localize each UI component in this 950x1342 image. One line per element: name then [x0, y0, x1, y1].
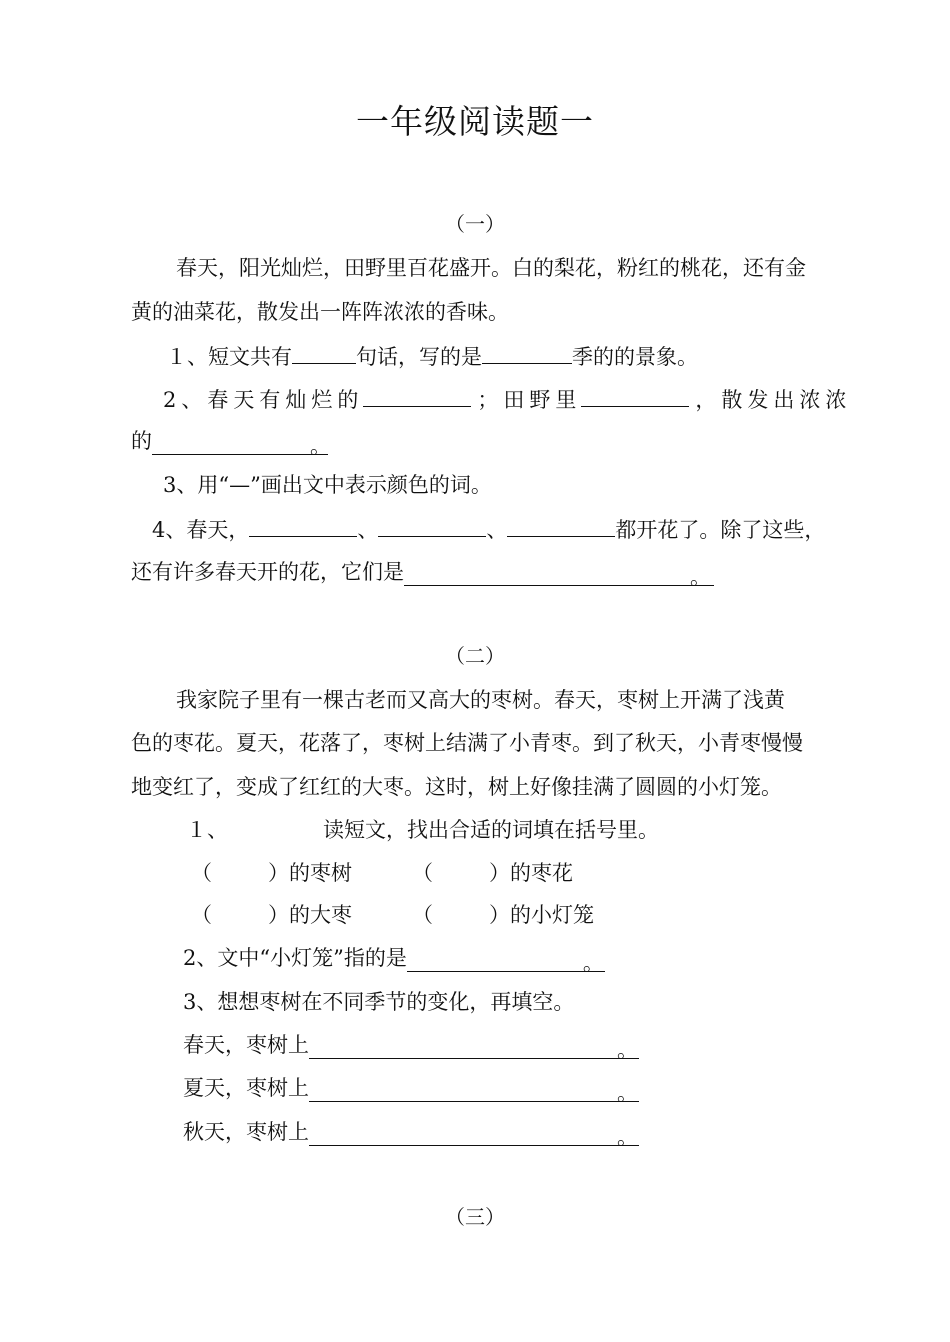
s2-paragraph-line-2: 色的枣花。夏天，花落了，枣树上结满了小青枣。到了秋天，小青枣慢慢 — [131, 731, 803, 755]
s2-fill-row-1b — [412, 859, 573, 887]
section-1-heading: （一） — [445, 212, 505, 236]
s1-q1-text-a: １、短文共有 — [166, 345, 292, 369]
s2-q3-autumn — [183, 1118, 639, 1149]
s1-paragraph-line-1: 春天，阳光灿烂，田野里百花盛开。白的梨花，粉红的桃花，还有金 — [176, 256, 806, 280]
s1-q2-text-e: 。 — [310, 434, 331, 458]
s1-q4-text-c: 还有许多春天开的花，它们是 — [131, 560, 404, 584]
s2-fill-label-2: 的枣花 — [510, 861, 573, 885]
s1-q1-blank-sentences[interactable] — [292, 341, 356, 364]
s1-paragraph-line-2: 黄的油菜花，散发出一阵阵浓浓的香味。 — [131, 300, 509, 324]
s1-q4-text-d: 。 — [690, 565, 711, 589]
s2-fill-row-2b — [412, 901, 594, 929]
s1-question-2 — [163, 384, 851, 414]
s2-q3-summer-end: 。 — [617, 1081, 638, 1105]
s2-q3-spring-label: 春天，枣树上 — [183, 1033, 309, 1057]
s2-fill-label-3: 的大枣 — [289, 903, 352, 927]
s1-q4-blank-2[interactable] — [378, 514, 486, 537]
s1-q4-blank-1[interactable] — [249, 514, 357, 537]
s2-q3-summer — [183, 1074, 639, 1105]
paren-open: （ — [191, 861, 212, 885]
s1-question-1 — [166, 341, 698, 371]
s2-q2-text-a: 2、文中“小灯笼”指的是 — [183, 946, 407, 970]
s2-fill-label-4: 的小灯笼 — [510, 903, 594, 927]
s1-q1-blank-season[interactable] — [482, 341, 572, 364]
s1-question-4-cont — [131, 558, 714, 589]
s1-q2-blank-1[interactable] — [363, 384, 471, 407]
s1-q4-text-b: 都开花了。除了这些， — [615, 518, 826, 542]
s1-q4-sep-2: 、 — [486, 518, 508, 542]
paren-open: （ — [412, 861, 433, 885]
s2-question-3: 3、想想枣树在不同季节的变化，再填空。 — [183, 990, 575, 1014]
s1-q1-text-b: 句话，写的是 — [356, 345, 482, 369]
s2-fill-label-1: 的枣树 — [289, 861, 352, 885]
s1-q2-text-b: ；田野里 — [477, 388, 582, 412]
s1-q4-text-a: 4、春天， — [152, 518, 250, 542]
s2-q3-spring-end: 。 — [617, 1038, 638, 1062]
s2-question-2 — [183, 944, 605, 975]
s1-q4-sep-1: 、 — [357, 518, 379, 542]
s1-q2-blank-2[interactable] — [581, 384, 689, 407]
section-3-heading: （三） — [445, 1205, 505, 1229]
s2-q3-autumn-end: 。 — [617, 1125, 638, 1149]
s2-q1-number: １、 — [186, 818, 228, 842]
s2-fill-row-2a — [191, 901, 352, 929]
s1-q4-blank-3[interactable] — [507, 514, 615, 537]
s2-q3-summer-blank[interactable] — [309, 1079, 639, 1105]
paren-close: ） — [489, 903, 510, 927]
s2-q3-summer-label: 夏天，枣树上 — [183, 1076, 309, 1100]
s2-paragraph-line-3: 地变红了，变成了红红的大枣。这时，树上好像挂满了圆圆的小灯笼。 — [131, 775, 782, 799]
s1-question-3: 3、用“—”画出文中表示颜色的词。 — [163, 473, 492, 497]
s1-q2-text-d: 的 — [131, 429, 152, 453]
s1-q4-blank-4[interactable] — [404, 563, 714, 589]
s2-paragraph-line-1: 我家院子里有一棵古老而又高大的枣树。春天，枣树上开满了浅黄 — [176, 688, 785, 712]
s2-q3-autumn-blank[interactable] — [309, 1123, 639, 1149]
section-2-heading: （二） — [445, 644, 505, 668]
s2-q1-text: 读短文，找出合适的词填在括号里。 — [323, 818, 659, 842]
paren-close: ） — [268, 861, 289, 885]
page-title: 一年级阅读题一 — [356, 102, 594, 141]
s2-q2-text-b: 。 — [582, 951, 604, 975]
s1-q2-text-c: ，散发出浓浓 — [695, 388, 852, 412]
s2-q3-spring-blank[interactable] — [309, 1036, 639, 1062]
s2-q3-spring — [183, 1031, 639, 1062]
s1-q1-text-c: 季的的景象。 — [572, 345, 698, 369]
s1-q2-blank-3[interactable] — [152, 432, 331, 458]
paren-open: （ — [191, 903, 212, 927]
s2-q2-blank[interactable] — [407, 949, 605, 975]
s2-fill-row-1a — [191, 859, 352, 887]
s1-q2-text-a: 2、春天有灿烂的 — [163, 388, 364, 412]
paren-close: ） — [268, 903, 289, 927]
paren-close: ） — [489, 861, 510, 885]
s1-question-4 — [152, 514, 825, 544]
s1-question-2-cont — [131, 427, 331, 458]
s2-q3-autumn-label: 秋天，枣树上 — [183, 1120, 309, 1144]
paren-open: （ — [412, 903, 433, 927]
